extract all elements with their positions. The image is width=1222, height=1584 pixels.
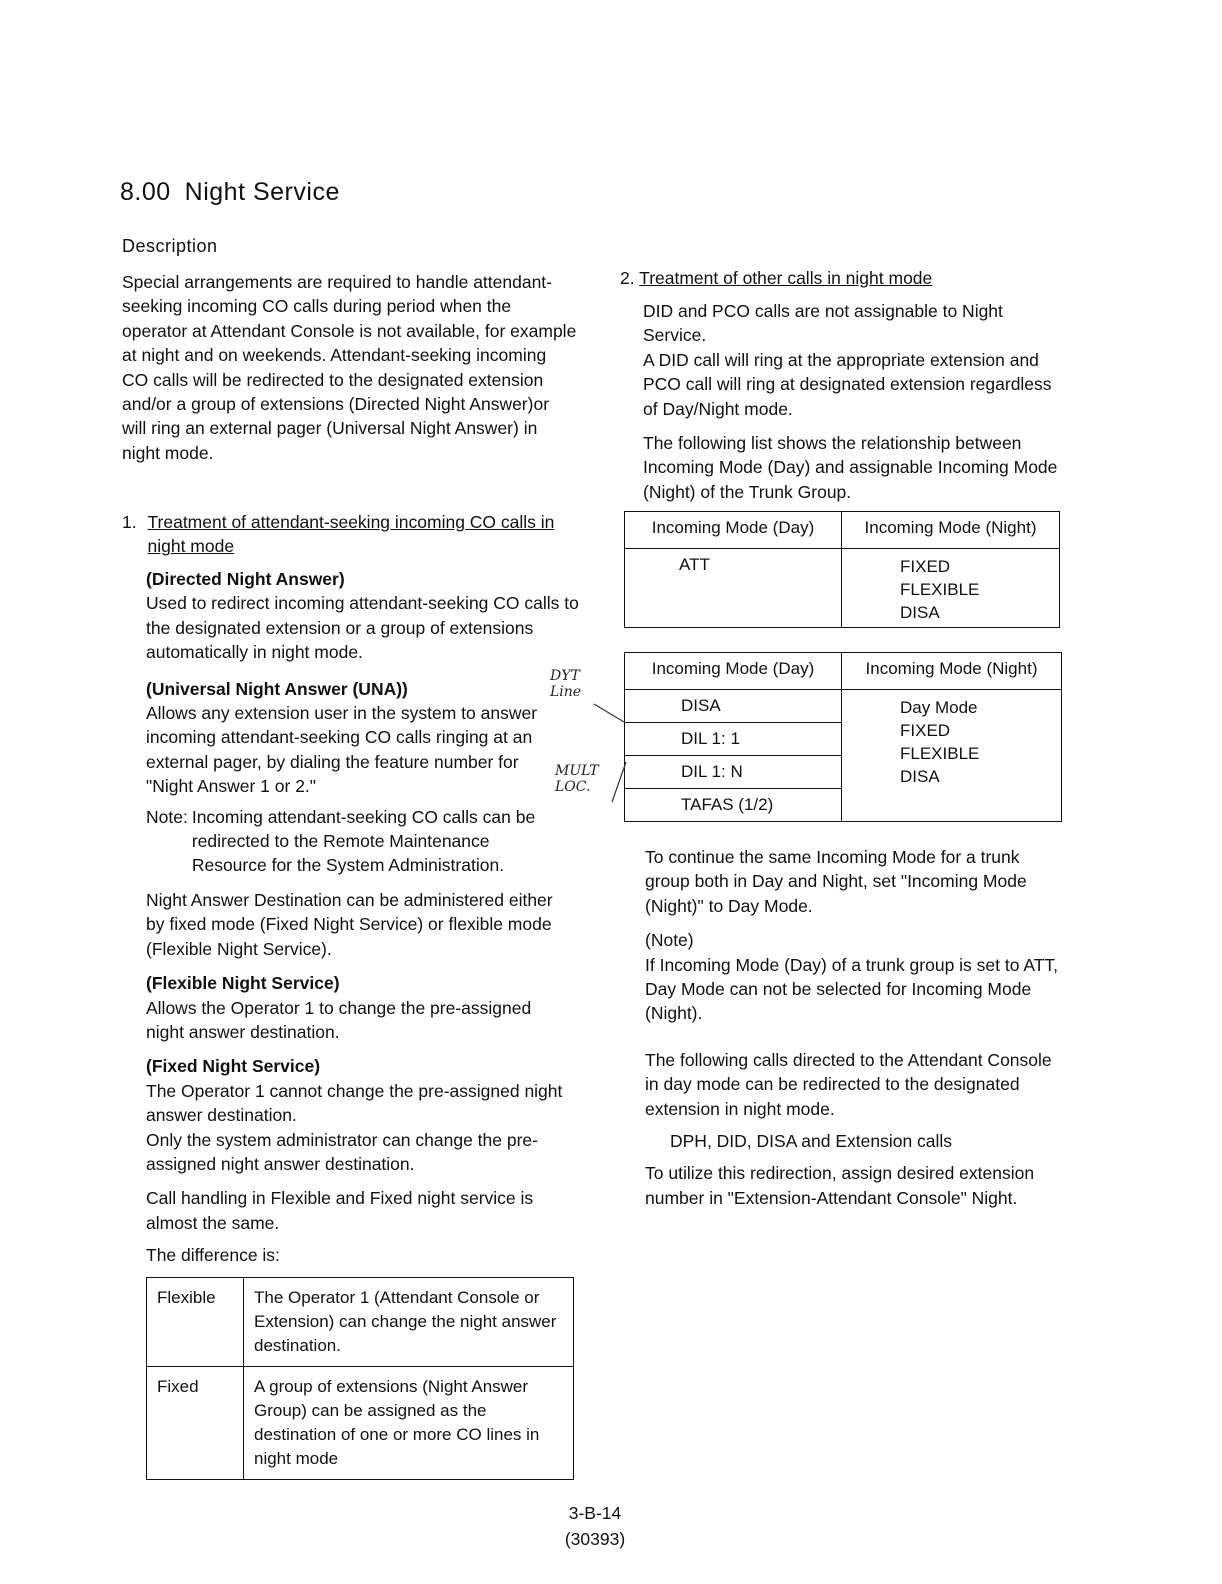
table-row [147,1278,574,1367]
item2-lower-body [645,845,1065,1210]
difference-label: The difference is: [146,1245,280,1266]
footer [520,1500,670,1552]
intro-paragraph: Special arrangements are required to handle attendant-seeking incoming CO calls during period when the operator at Attendant Console is not available, for example at night and on weekends. Attendant-seeking incoming CO calls will be redirected to the designated extension and/or a group of extensions (Directed Night Answer)or will ring an external pager (Universal Night Answer) in night mode. [122,272,577,463]
fixed-night-text2: Only the system administrator can change the pre-assigned night answer destination. [146,1129,538,1174]
item2-p5: The following calls directed to the Attendant Console in day mode can be redirected to the designated extension in night mode. [645,1049,1052,1119]
table-cell-day: DIL 1: 1 [625,723,842,756]
table-header: Incoming Mode (Night) [842,653,1062,690]
item2-p3: The following list shows the relationship between Incoming Mode (Day) and assignable Incoming Mode (Night) of the Trunk Group. [643,433,1058,502]
document-number: (30393) [564,1529,626,1549]
note-label: Note: [146,806,188,827]
table-cell-mode: Flexible [147,1278,244,1367]
item1-heading [122,510,577,559]
dna-title: (Directed Night Answer) [146,569,345,589]
table-row [147,1367,574,1480]
night-option: FLEXIBLE [900,744,980,763]
table-header: Incoming Mode (Day) [625,512,842,549]
table-cell-text: A group of extensions (Night Answer Group) can be assigned as the destination of one or more CO lines in night mode [244,1367,574,1480]
table-row [625,512,1060,549]
item1-body [146,567,586,1268]
night-option: Day Mode [900,698,978,717]
description-heading: Description [122,236,218,256]
handwritten-note-top: DYT Line [550,668,582,700]
item1-heading-text: Treatment of attendant-seeking incoming CO calls in night mode [147,512,555,557]
night-answer-destination: Night Answer Destination can be administered either by fixed mode (Fixed Night Service) or flexible mode (Flexible Night Service). [146,889,553,959]
table-cell-day: DIL 1: N [625,756,842,789]
difference-table [146,1277,574,1480]
fixed-night-text1: The Operator 1 cannot change the pre-assigned night answer destination. [146,1080,563,1126]
table-cell-day: DISA [625,690,842,723]
item2-note-label: (Note) [645,930,694,951]
night-option: DISA [900,603,940,622]
table-cell-day: TAFAS (1/2) [625,789,842,822]
item2-calls: DPH, DID, DISA and Extension calls [670,1131,953,1152]
mode-table-att [624,511,1060,628]
note-text: Incoming attendant-seeking CO calls can be redirected to the Remote Maintenance Resource for the System Administration. [191,806,536,876]
table-header: Incoming Mode (Night) [842,512,1060,549]
table-row [625,653,1062,690]
table-cell-night [842,690,1062,822]
night-option: FLEXIBLE [900,580,980,599]
table-cell-mode: Fixed [147,1367,244,1480]
item2-p6: To utilize this redirection, assign desired extension number in "Extension-Attendant Console" Night. [645,1163,1035,1208]
una-text: Allows any extension user in the system to answer incoming attendant-seeking CO calls ringing at an external pager, by dialing the feature number for "Night Answer 1 or 2." [146,703,538,797]
handwritten-lines [590,700,630,810]
item2-number: 2. [620,268,635,288]
page-number: 3-B-14 [568,1503,622,1523]
table-cell-night [842,549,1060,628]
pen-line [612,762,626,802]
table-cell-day: ATT [625,549,842,628]
flexible-night-title: (Flexible Night Service) [146,973,340,994]
night-option: FIXED [900,721,951,740]
dna-text: Used to redirect incoming attendant-seeking CO calls to the designated extension or a group of extensions automatically in night mode. [146,593,579,663]
item2-p4: To continue the same Incoming Mode for a trunk group both in Day and Night, set "Incoming Mode (Night)" to Day Mode. [645,847,1027,916]
item2-p1: DID and PCO calls are not assignable to Night Service. [643,301,1003,346]
handwritten-note-bottom: MULT LOC. [555,763,599,795]
night-option: DISA [900,767,940,786]
table-row [625,690,1062,723]
call-handling: Call handling in Flexible and Fixed night service is almost the same. [146,1188,534,1233]
pen-line [594,704,624,722]
table-row [625,549,1060,628]
item2-p2: A DID call will ring at the appropriate extension and PCO call will ring at designated extension regardless of Day/Night mode. [643,349,1052,419]
section-number: 8.00 [120,178,171,206]
table-cell-text: The Operator 1 (Attendant Console or Extension) can change the night answer destination. [244,1278,574,1367]
night-option: FIXED [900,557,951,576]
section-title [120,178,340,207]
item2-heading-text: Treatment of other calls in night mode [639,268,933,288]
section-name: Night Service [184,178,340,206]
note-block [146,805,586,878]
item2-heading [620,266,1050,290]
mode-table-other [624,652,1062,822]
item1-number: 1. [122,512,137,532]
item2-note-text: If Incoming Mode (Day) of a trunk group is set to ATT, Day Mode can not be selected for Incoming Mode (Night). [645,954,1059,1024]
item2-body [643,299,1068,504]
table-header: Incoming Mode (Day) [625,653,842,690]
fixed-night-title: (Fixed Night Service) [146,1056,321,1077]
una-title: (Universal Night Answer (UNA)) [146,678,408,699]
flexible-night-text: Allows the Operator 1 to change the pre-assigned night answer destination. [146,997,532,1042]
